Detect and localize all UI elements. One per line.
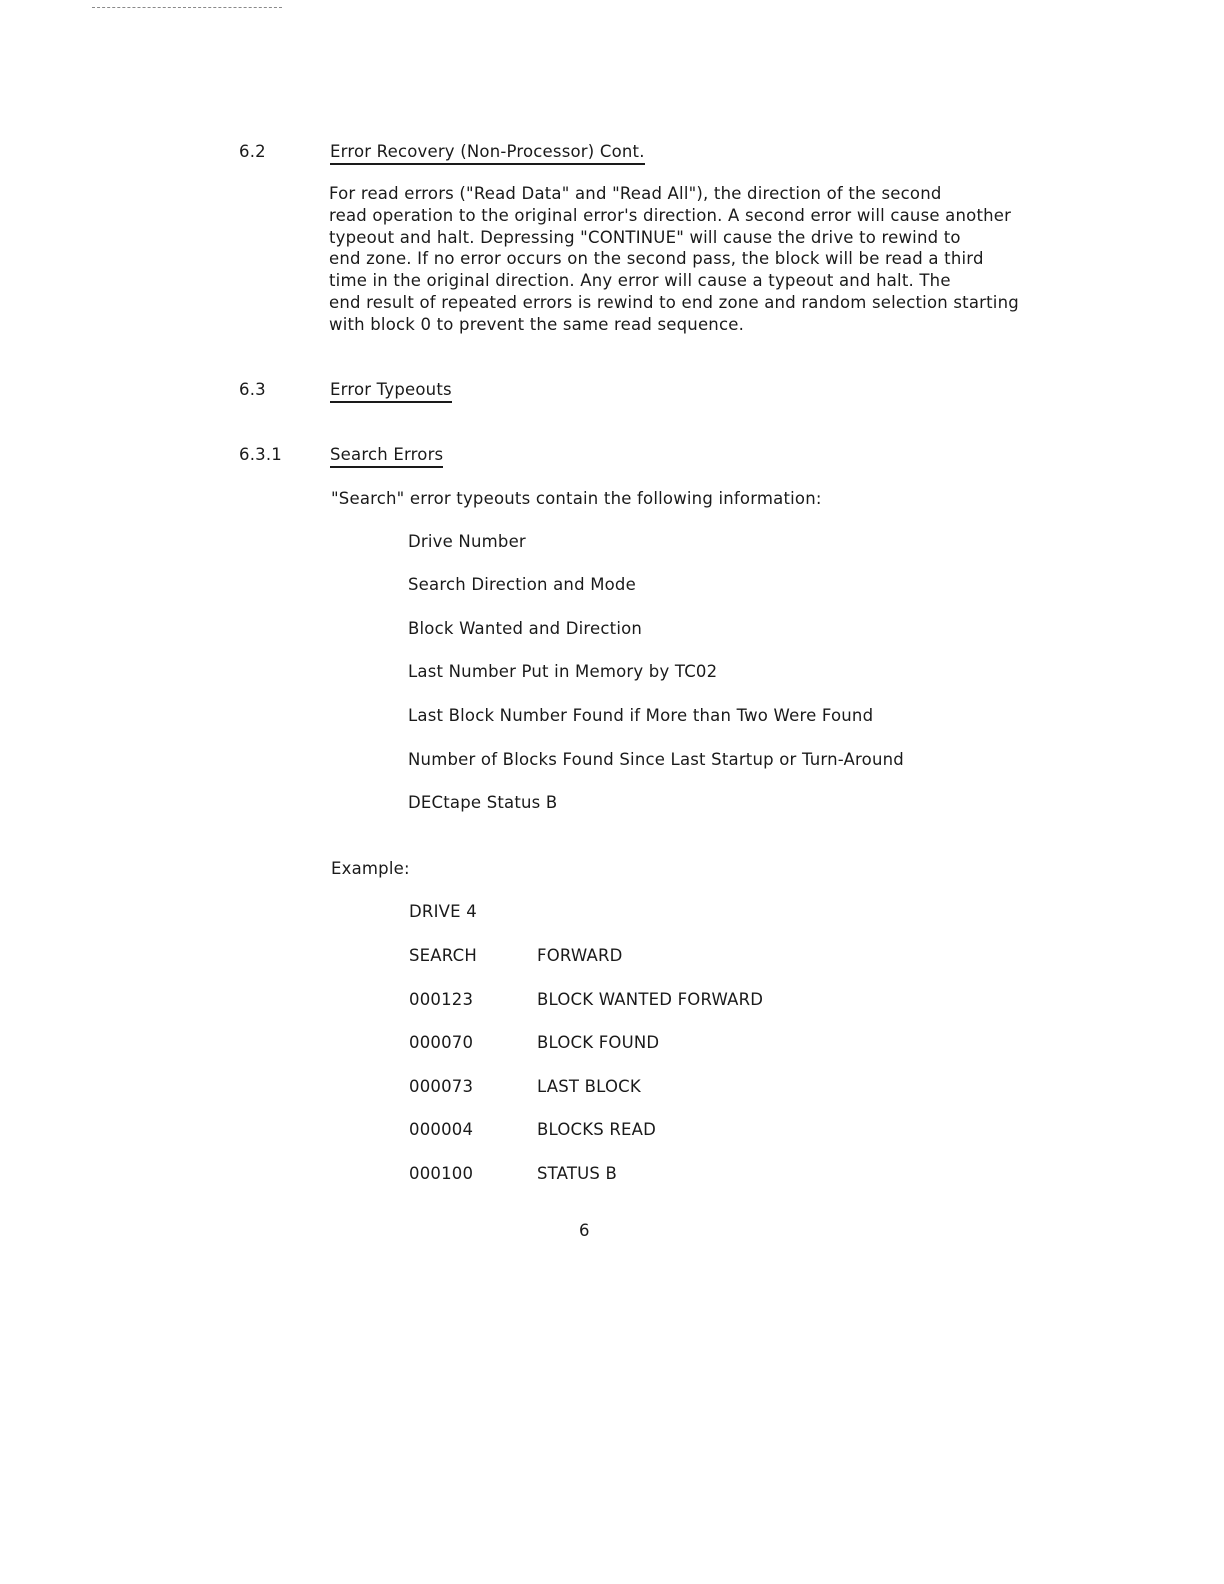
info-item: DECtape Status B xyxy=(408,793,558,812)
info-item: Last Block Number Found if More than Two Were Found xyxy=(408,706,874,725)
example-row-desc: FORWARD xyxy=(537,946,623,965)
example-row-code: 000123 xyxy=(409,990,474,1009)
example-row-desc: LAST BLOCK xyxy=(537,1077,641,1096)
example-label: Example: xyxy=(331,859,410,878)
example-row-desc: BLOCK WANTED FORWARD xyxy=(537,990,764,1009)
info-item: Last Number Put in Memory by TC02 xyxy=(408,662,718,681)
example-row-code: SEARCH xyxy=(409,946,477,965)
info-item: Number of Blocks Found Since Last Startup or Turn-Around xyxy=(408,750,904,769)
example-row-code: 000100 xyxy=(409,1164,474,1183)
section-heading-error-recovery: Error Recovery (Non-Processor) Cont. xyxy=(330,142,645,165)
section-number-6-3-1: 6.3.1 xyxy=(239,445,282,464)
search-errors-intro: "Search" error typeouts contain the following information: xyxy=(331,489,822,508)
example-row-desc: STATUS B xyxy=(537,1164,618,1183)
section-number-6-3: 6.3 xyxy=(239,380,266,399)
info-item: Block Wanted and Direction xyxy=(408,619,643,638)
section-6-2-paragraph: For read errors ("Read Data" and "Read All"), the direction of the second read operation to the original error's direction. A second error will cause another typeout and halt. Depressing "CONTINUE" will cause the drive to rewind to end zone. If no error occurs on the second pass, the block will be read a third time in the original direction. Any error will cause a typeout and halt. The end result of repeated errors is rewind to end zone and random selection starting with block 0 to prevent the same read sequence. xyxy=(329,184,1019,334)
section-heading-search-errors: Search Errors xyxy=(330,445,443,468)
example-row-code: 000073 xyxy=(409,1077,474,1096)
info-item: Drive Number xyxy=(408,532,526,551)
section-heading-error-typeouts: Error Typeouts xyxy=(330,380,452,403)
info-item: Search Direction and Mode xyxy=(408,575,636,594)
example-row-desc: BLOCKS READ xyxy=(537,1120,657,1139)
scan-artifact-line xyxy=(92,7,282,8)
example-drive-line: DRIVE 4 xyxy=(409,902,477,921)
example-row-code: 000004 xyxy=(409,1120,474,1139)
example-row-code: 000070 xyxy=(409,1033,474,1052)
example-row-desc: BLOCK FOUND xyxy=(537,1033,660,1052)
page-number: 6 xyxy=(579,1221,590,1240)
section-number-6-2: 6.2 xyxy=(239,142,266,161)
